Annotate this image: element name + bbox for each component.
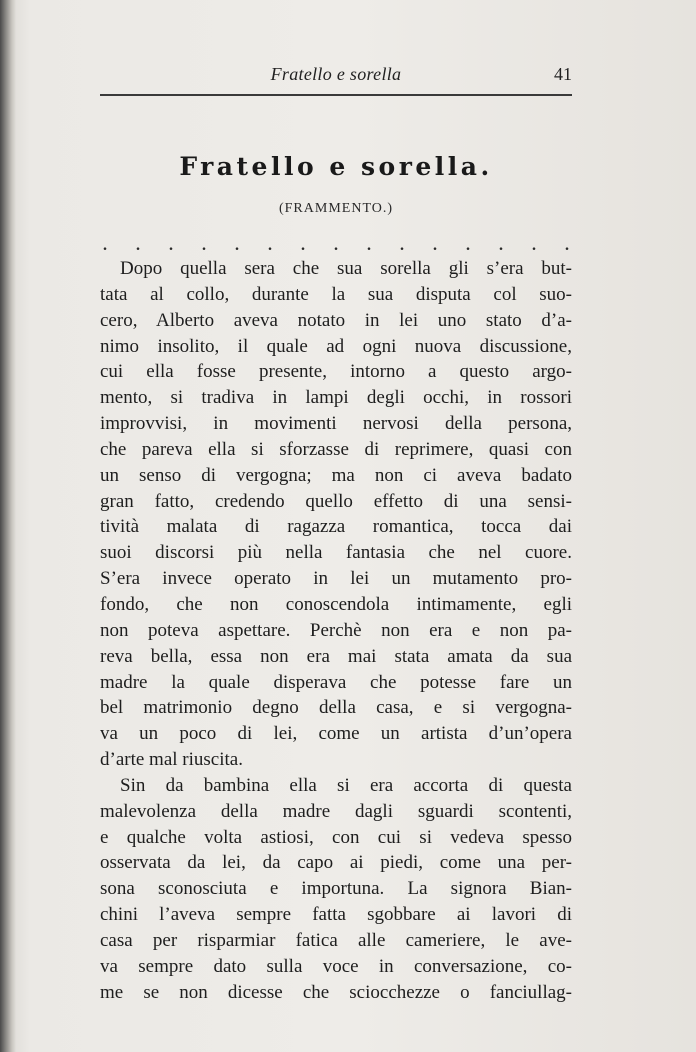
ellipsis-dot: .	[300, 230, 306, 255]
text-line: bel matrimonio degno della casa, e si vergogna-	[100, 697, 572, 719]
text-line: e qualche volta astiosi, con cui si vedeva spesso	[100, 826, 572, 848]
ellipsis-dot: .	[234, 230, 240, 255]
ellipsis-row	[100, 230, 572, 256]
text-line: fondo, che non conoscendola intimamente, egli	[100, 593, 572, 615]
ellipsis-dot: .	[366, 230, 372, 255]
ellipsis-dot: .	[465, 230, 471, 255]
header-rule	[100, 94, 572, 96]
text-line: Sin da bambina ella si era accorta di questa	[120, 774, 572, 796]
book-spine-shadow	[0, 0, 16, 1052]
ellipsis-dot: .	[201, 230, 207, 255]
page-number: 41	[554, 64, 572, 84]
text-line: cero, Alberto aveva notato in lei uno stato d’a-	[100, 309, 572, 331]
ellipsis-dot: .	[102, 230, 108, 255]
text-line: casa per risparmiar fatica alle cameriere, le ave-	[100, 929, 572, 951]
text-line: reva bella, essa non era mai stata amata da sua	[100, 645, 572, 667]
running-title: Fratello e sorella	[270, 64, 402, 84]
text-line: mento, si tradiva in lampi degli occhi, in rossori	[100, 387, 572, 409]
ellipsis-dot: .	[135, 230, 141, 255]
text-line: improvvisi, in movimenti nervosi della persona,	[100, 413, 572, 435]
ellipsis-dot: .	[168, 230, 174, 255]
chapter-subtitle: (FRAMMENTO.)	[278, 201, 394, 216]
chapter-title: Fratello e sorella.	[179, 152, 493, 181]
text-line: che pareva ella si sforzasse di reprimere, quasi con	[100, 438, 572, 460]
text-line: nimo insolito, il quale ad ogni nuova discussione,	[100, 335, 572, 357]
ellipsis-dot: .	[498, 230, 504, 255]
ellipsis-dot: .	[399, 230, 405, 255]
text-line: malevolenza della madre dagli sguardi scontenti,	[100, 800, 572, 822]
text-line: chini l’aveva sempre fatta sgobbare ai lavori di	[100, 904, 572, 926]
text-line: un senso di vergogna; ma non ci aveva badato	[100, 464, 572, 486]
text-line: suoi discorsi più nella fantasia che nel cuore.	[100, 542, 572, 564]
text-line: tività malata di ragazza romantica, tocca dai	[100, 516, 572, 538]
running-head	[100, 64, 572, 88]
text-line: S’era invece operato in lei un mutamento pro-	[100, 568, 572, 590]
text-line: sona sconosciuta e importuna. La signora Bian-	[100, 878, 572, 900]
text-line: Dopo quella sera che sua sorella gli s’era but-	[120, 258, 572, 279]
text-line: tata al collo, durante la sua disputa col suo-	[100, 283, 572, 305]
text-line: non poteva aspettare. Perchè non era e non pa-	[100, 619, 572, 641]
text-line: osservata da lei, da capo ai piedi, come una per-	[100, 852, 572, 874]
ellipsis-dot: .	[267, 230, 273, 255]
ellipsis-dot: .	[333, 230, 339, 255]
text-line: cui ella fosse presente, intorno a questo argo-	[100, 361, 572, 383]
text-line: d’arte mal riuscita.	[100, 749, 243, 771]
ellipsis-dot: .	[564, 230, 570, 255]
text-line: madre la quale disperava che potesse fare un	[100, 671, 572, 693]
text-line: va un poco di lei, come un artista d’un’opera	[100, 723, 572, 745]
text-line: me se non dicesse che sciocchezze o fanciullag-	[100, 981, 572, 1003]
text-line: gran fatto, credendo quello effetto di una sensi-	[100, 490, 572, 512]
ellipsis-dot: .	[531, 230, 537, 255]
text-line: va sempre dato sulla voce in conversazione, co-	[100, 955, 572, 977]
body-text	[100, 256, 572, 1005]
ellipsis-dot: .	[432, 230, 438, 255]
